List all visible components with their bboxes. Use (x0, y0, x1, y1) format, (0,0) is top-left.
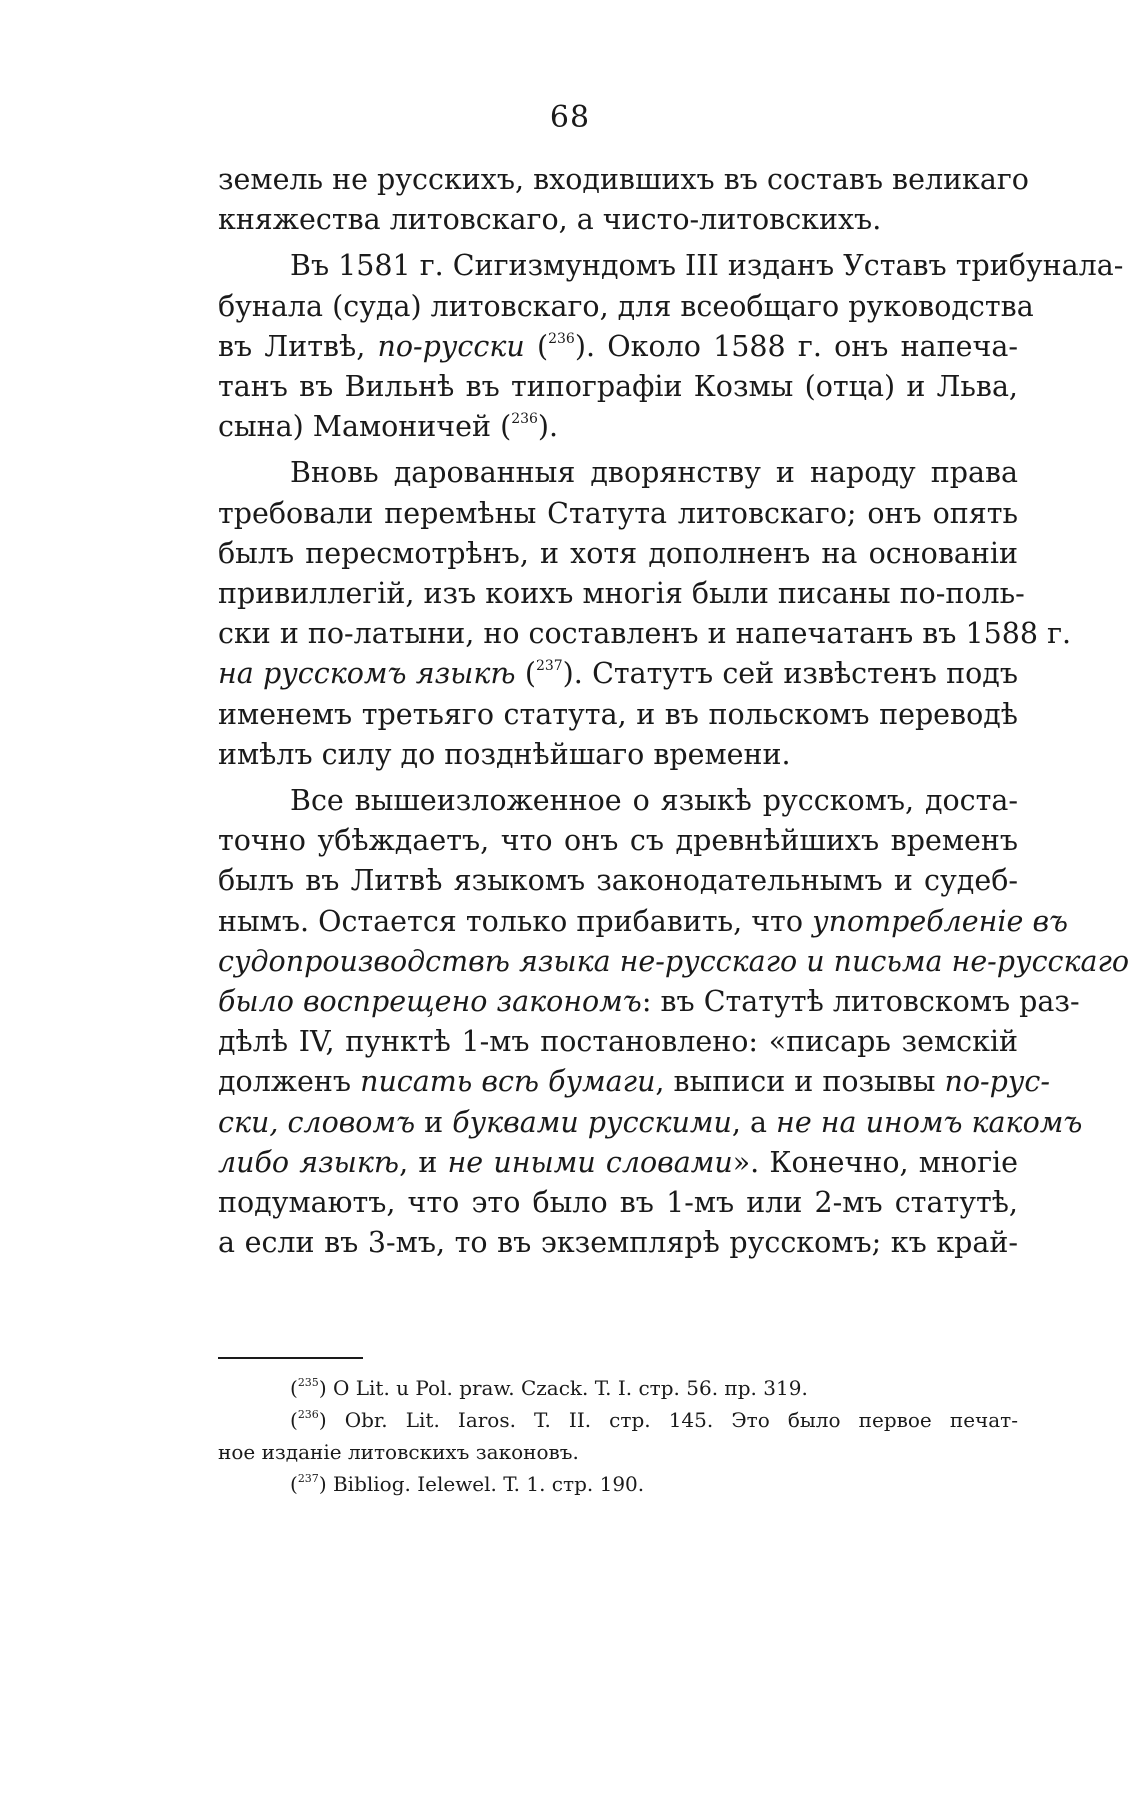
text-line: сына) Мамоничей ($^{236}$). (218, 410, 559, 444)
footnote-divider (218, 1357, 363, 1359)
text-line: въ Литвѣ, по-русски ($^{236}$). Около 1588 г. онъ напеча- (218, 329, 1018, 363)
text-line: Вновь дарованныя дворянству и народу права (290, 456, 1018, 490)
italic-text: судопроизводствѣ языка не-русскаго и письма не-русскаго (218, 944, 1130, 978)
text-line: требовали перемѣны Статута литовскаго; онъ опять (218, 496, 1018, 530)
footnotes (218, 1372, 1018, 1500)
text-line (218, 942, 1130, 982)
italic-text: буквами русскими (452, 1105, 732, 1139)
italic-text: было воспрещено закономъ (218, 985, 642, 1019)
italic-text: ски, словомъ (218, 1105, 416, 1139)
italic-text: употребленіе въ (812, 904, 1069, 938)
footnote: ($^{235}$) O Lit. u Pol. praw. Czack. T. I. стр. 56. пр. 319. (290, 1376, 808, 1400)
italic-text: по-русски (377, 329, 525, 363)
text-line: точно убѣждаетъ, что онъ съ древнѣйшихъ временъ (218, 824, 1018, 858)
footnote-continuation: ное изданіе литовскихъ законовъ. (218, 1440, 579, 1464)
text-line: былъ въ Литвѣ языкомъ законодательнымъ и судеб- (218, 864, 1018, 898)
text-line: нымъ. Остается только прибавить, что употребленіе въ (218, 904, 1069, 938)
text-line: бунала (суда) литовскаго, для всеобщаго руководства (218, 289, 1034, 323)
text-line: либо языкѣ, и не иными словами». Конечно, многіе (218, 1145, 1019, 1179)
italic-text: не на иномъ какомъ (776, 1105, 1083, 1139)
page-number: 68 (549, 100, 591, 135)
text-line: а если въ 3-мъ, то въ экземплярѣ русскомъ; къ край- (218, 1226, 1018, 1260)
text-line: танъ въ Вильнѣ въ типографіи Козмы (отца) и Льва, (218, 370, 1018, 404)
text-line: дѣлѣ IV, пунктѣ 1-мъ постановлено: «писарь земскій (218, 1025, 1018, 1059)
text-line: было воспрещено закономъ: въ Статутѣ литовскомъ раз- (218, 985, 1080, 1019)
text-line: былъ пересмотрѣнъ, и хотя дополненъ на основаніи (218, 536, 1018, 570)
text-line: имѣлъ силу до позднѣйшаго времени. (218, 737, 791, 771)
text-line: привиллегій, изъ коихъ многія были писаны по-поль- (218, 577, 1025, 611)
text-line: Въ 1581 г. Сигизмундомъ III изданъ Уставъ трибунала- (290, 249, 1124, 283)
footnote: ($^{237}$) Bibliog. Ielewel. T. 1. стр. 190. (290, 1472, 645, 1496)
italic-text: на русскомъ языкѣ (218, 657, 516, 691)
text-line: Все вышеизложенное о языкѣ русскомъ, доста- (290, 784, 1018, 818)
italic-text: по-рус- (944, 1065, 1051, 1099)
text-line: именемъ третьяго статута, и въ польскомъ переводѣ (218, 697, 1018, 731)
text-line: подумаютъ, что это было въ 1-мъ или 2-мъ статутѣ, (218, 1186, 1018, 1220)
italic-text: либо языкѣ (218, 1145, 400, 1179)
text-line: ски и по-латыни, но составленъ и напечатанъ въ 1588 г. (218, 617, 1072, 651)
text-line: княжества литовскаго, а чисто-литовскихъ. (218, 203, 882, 237)
text-line: земель не русскихъ, входившихъ въ составъ великаго (218, 163, 1029, 196)
footnote: ($^{236}$) Obr. Lit. Iaros. T. II. стр. 145. Это было первое печат- (290, 1408, 1018, 1432)
text-line: долженъ писать всѣ бумаги, выписи и позывы по-рус- (218, 1065, 1051, 1099)
italic-text: не иными словами (447, 1145, 733, 1179)
text-line: ски, словомъ и буквами русскими, а не на иномъ какомъ (218, 1105, 1083, 1139)
body-text (218, 160, 1130, 1263)
footnote-ref: 236 (548, 330, 575, 347)
footnote-ref: 237 (535, 658, 563, 675)
text-line: на русскомъ языкѣ ($^{237}$). Статутъ сей извѣстенъ подъ (218, 657, 1018, 691)
footnote-ref: 236 (511, 411, 538, 428)
italic-text: писать всѣ бумаги (360, 1065, 656, 1099)
